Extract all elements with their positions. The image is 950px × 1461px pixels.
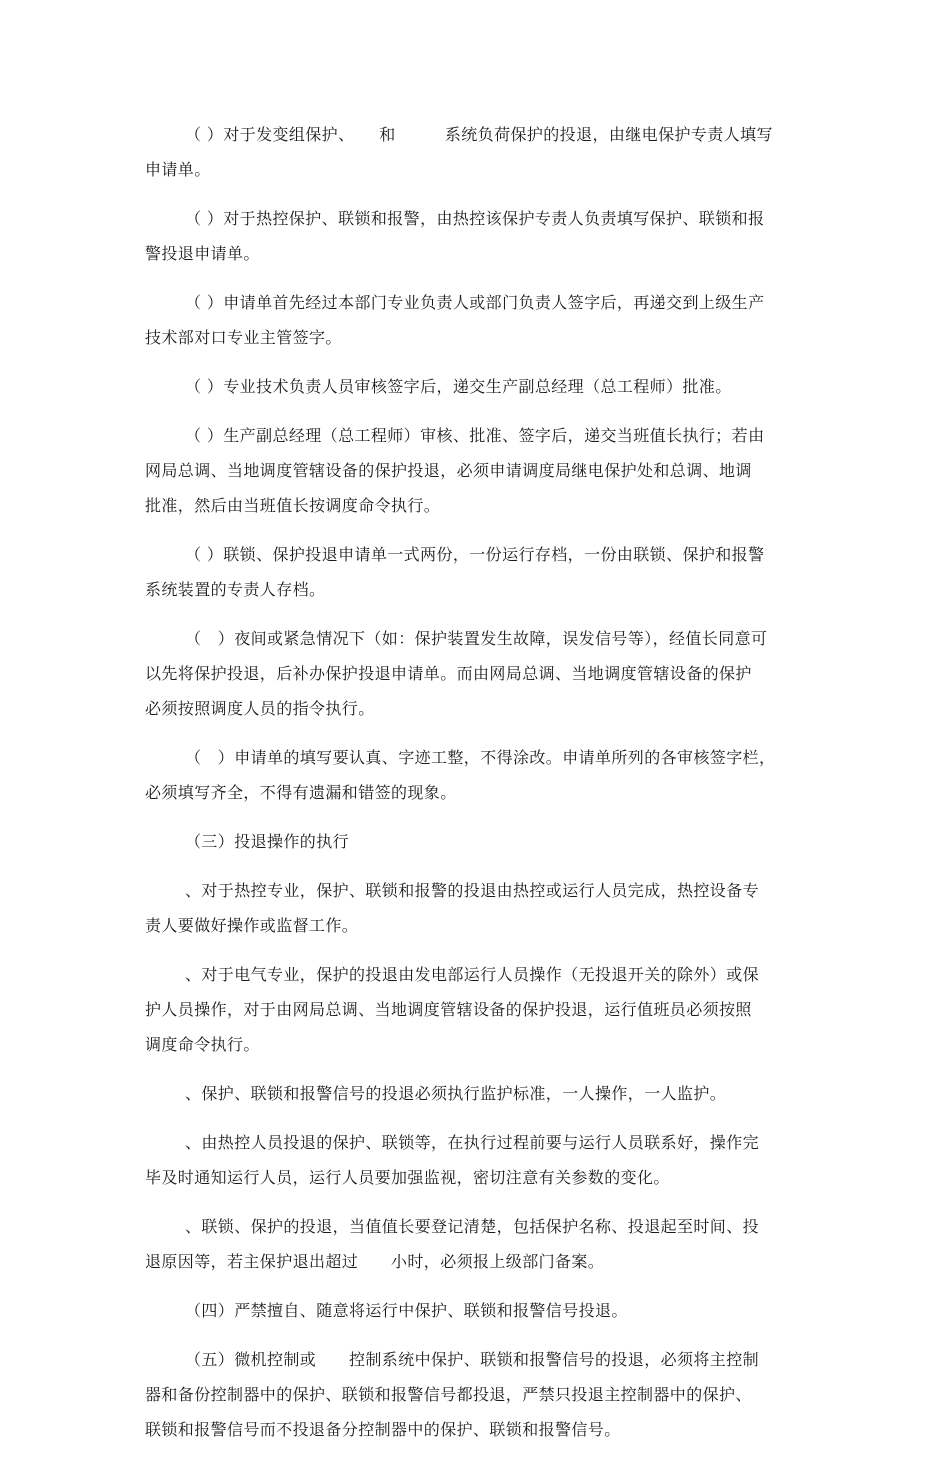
paragraph-line: 技术部对口专业主管签字。 <box>145 328 342 347</box>
paragraph <box>145 1209 807 1279</box>
paragraph-line: 、联锁、保护的投退，当值值长要登记清楚，包括保护名称、投退起至时间、投 <box>185 1217 760 1236</box>
paragraph-line: （ ）对于发变组保护、 和 系统负荷保护的投退，由继电保护专责人填写 <box>185 125 773 144</box>
paragraph-line: （ ）申请单首先经过本部门专业负责人或部门负责人签字后，再递交到上级生产 <box>185 293 765 312</box>
paragraph-line: 以先将保护投退，后补办保护投退申请单。而由网局总调、当地调度管辖设备的保护 <box>145 664 752 683</box>
paragraph-line: 毕及时通知运行人员，运行人员要加强监视，密切注意有关参数的变化。 <box>145 1168 670 1187</box>
paragraph-line: （ ）专业技术负责人员审核签字后，递交生产副总经理（总工程师）批准。 <box>185 377 732 396</box>
paragraph-line: 网局总调、当地调度管辖设备的保护投退，必须申请调度局继电保护处和总调、地调 <box>145 461 752 480</box>
paragraph-line: 器和备份控制器中的保护、联锁和报警信号都投退，严禁只投退主控制器中的保护、 <box>145 1385 752 1404</box>
paragraph-line: 退原因等，若主保护退出超过 小时，必须报上级部门备案。 <box>145 1252 605 1271</box>
paragraph-line: 警投退申请单。 <box>145 244 260 263</box>
paragraph-line: （五）微机控制或 控制系统中保护、联锁和报警信号的投退，必须将主控制 <box>185 1350 760 1369</box>
paragraph-line: （三）投退操作的执行 <box>185 832 350 851</box>
paragraph-line: 申请单。 <box>145 160 211 179</box>
paragraph <box>145 117 807 187</box>
paragraph <box>145 1342 807 1447</box>
paragraph-line: 、对于电气专业，保护的投退由发电部运行人员操作（无投退开关的除外）或保 <box>185 965 760 984</box>
paragraph-line: （ ）夜间或紧急情况下（如：保护装置发生故障，误发信号等），经值长同意可 <box>185 629 768 648</box>
paragraph <box>145 1076 807 1111</box>
paragraph <box>145 873 807 943</box>
paragraph <box>145 957 807 1062</box>
paragraph-line: 系统装置的专责人存档。 <box>145 580 326 599</box>
paragraph-line: 、保护、联锁和报警信号的投退必须执行监护标准，一人操作，一人监护。 <box>185 1084 727 1103</box>
paragraph-line: 护人员操作，对于由网局总调、当地调度管辖设备的保护投退，运行值班员必须按照 <box>145 1000 752 1019</box>
paragraph <box>145 621 807 726</box>
paragraph-line: （ ）对于热控保护、联锁和报警，由热控该保护专责人负责填写保护、联锁和报 <box>185 209 765 228</box>
paragraph <box>145 824 807 859</box>
document-page <box>145 117 807 1461</box>
paragraph <box>145 740 807 810</box>
paragraph-line: 调度命令执行。 <box>145 1035 260 1054</box>
paragraph-line: 批准，然后由当班值长按调度命令执行。 <box>145 496 441 515</box>
paragraph-line: 、对于热控专业，保护、联锁和报警的投退由热控或运行人员完成，热控设备专 <box>185 881 760 900</box>
paragraph <box>145 285 807 355</box>
paragraph-line: 必须按照调度人员的指令执行。 <box>145 699 375 718</box>
paragraph-line: 联锁和报警信号而不投退备分控制器中的保护、联锁和报警信号。 <box>145 1420 621 1439</box>
paragraph-line: 必须填写齐全，不得有遗漏和错签的现象。 <box>145 783 457 802</box>
paragraph-line: （ ）申请单的填写要认真、字迹工整，不得涂改。申请单所列的各审核签字栏， <box>185 748 776 767</box>
paragraph-line: （ ）联锁、保护投退申请单一式两份，一份运行存档，一份由联锁、保护和报警 <box>185 545 765 564</box>
paragraph-line: 责人要做好操作或监督工作。 <box>145 916 359 935</box>
paragraph <box>145 418 807 523</box>
paragraph <box>145 201 807 271</box>
paragraph-line: 、由热控人员投退的保护、联锁等，在执行过程前要与运行人员联系好，操作完 <box>185 1133 760 1152</box>
paragraph-line: （四）严禁擅自、随意将运行中保护、联锁和报警信号投退。 <box>185 1301 628 1320</box>
paragraph <box>145 537 807 607</box>
document-body <box>145 117 807 1447</box>
paragraph <box>145 1293 807 1328</box>
paragraph <box>145 369 807 404</box>
paragraph-line: （ ）生产副总经理（总工程师）审核、批准、签字后，递交当班值长执行；若由 <box>185 426 765 445</box>
paragraph <box>145 1125 807 1195</box>
